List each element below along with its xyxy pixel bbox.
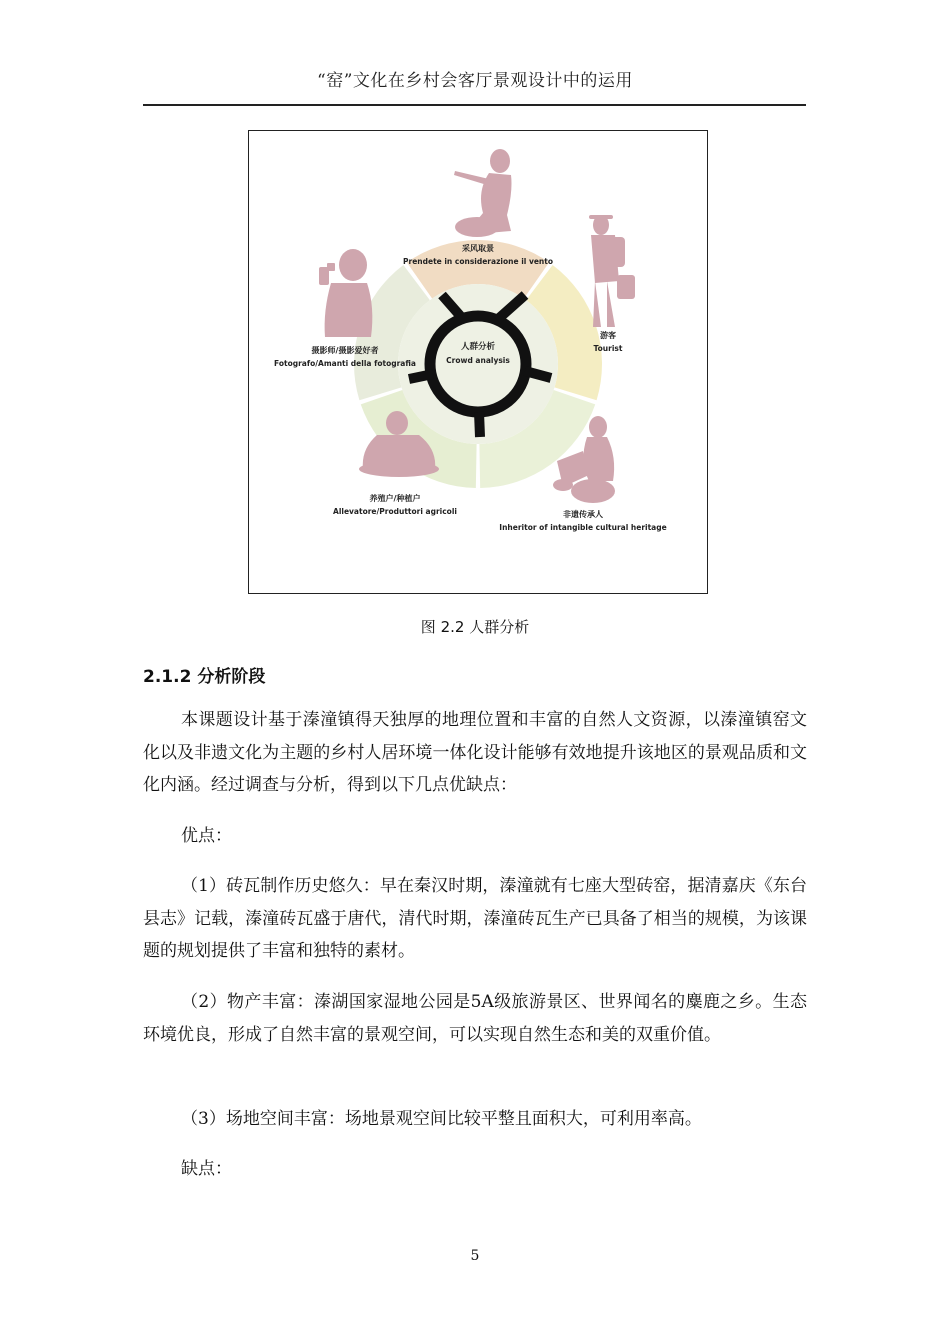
tourist-icon (589, 215, 635, 327)
center-label-en: Crowd analysis (446, 356, 510, 365)
crowd-analysis-diagram (249, 131, 707, 593)
label-heritage-zh: 非遗传承人 (563, 510, 603, 519)
paragraph-advantages-label: 优点： (181, 826, 232, 846)
header-rule (143, 104, 806, 106)
paragraph-advantage-3: （3）场地空间丰富：场地景观空间比较平整且面积大，可利用率高。 (181, 1109, 702, 1129)
running-header: “窑”文化在乡村会客厅景观设计中的运用 (317, 71, 633, 91)
label-wind-zh: 采风取景 (462, 244, 494, 253)
label-photographer-en: Fotografo/Amanti della fotografia (274, 359, 416, 368)
section-heading: 2.1.2 分析阶段 (143, 667, 266, 687)
label-tourist-en: Tourist (593, 344, 623, 353)
label-farmers-zh: 养殖户/种植户 (369, 494, 421, 503)
label-farmers-en: Allevatore/Produttori agricoli (333, 507, 457, 516)
label-tourist-zh: 游客 (600, 331, 616, 340)
paragraph-intro: 本课题设计基于溱潼镇得天独厚的地理位置和丰富的自然人文资源，以溱潼镇窑文化以及非遗文化为主题的乡村人居环境一体化设计能够有效地提升该地区的景观品质和文化内涵。经过调查与分析，得到以下几点优缺点： (143, 710, 807, 795)
figure-caption: 图 2.2 人群分析 (420, 618, 530, 636)
photographer-icon (319, 249, 372, 337)
paragraph-advantage-1: （1）砖瓦制作历史悠久：早在秦汉时期，溱潼就有七座大型砖窑，据清嘉庆《东台县志》记载，溱潼砖瓦盛于唐代，清代时期，溱潼砖瓦生产已具备了相当的规模，为该课题的规划提供了丰富和独特的素材。 (143, 876, 807, 961)
label-wind-en: Prendete in considerazione il vento (403, 257, 553, 266)
paragraph-advantage-2: （2）物产丰富：溱湖国家湿地公园是5A级旅游景区、世界闻名的麋鹿之乡。生态环境优良，形成了自然丰富的景观空间，可以实现自然生态和美的双重价值。 (143, 992, 807, 1045)
center-label-zh: 人群分析 (460, 342, 496, 352)
sitting-woman-icon (454, 149, 512, 237)
page-number: 5 (470, 1248, 480, 1264)
paragraph-disadvantages-label: 缺点： (181, 1159, 232, 1179)
label-photographer-zh: 摄影师/摄影爱好者 (311, 346, 379, 355)
label-heritage-en: Inheritor of intangible cultural heritage (499, 523, 667, 532)
figure-crowd-analysis (248, 130, 708, 594)
